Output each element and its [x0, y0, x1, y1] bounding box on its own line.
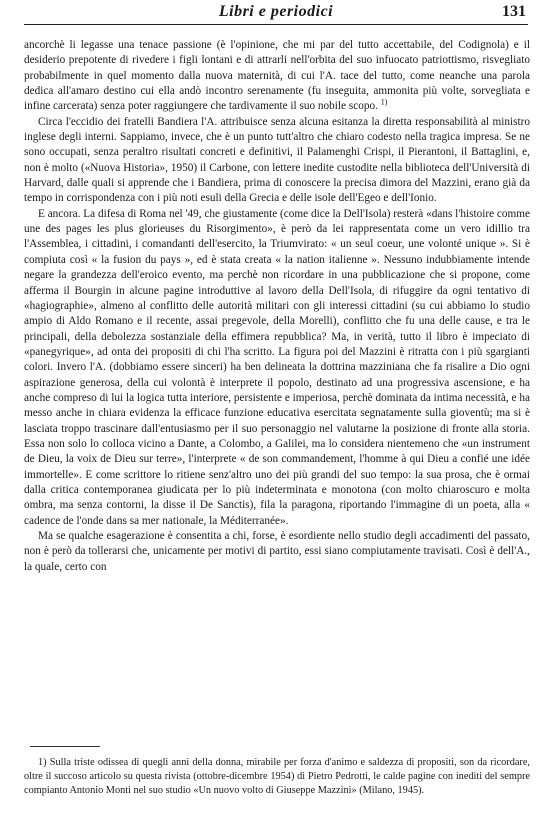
footnote-separator — [30, 746, 100, 747]
paragraph-2: Circa l'eccidio dei fratelli Bandiera l'A. attribuisce senza alcuna esitanza la diretta responsabilità al ministro inglese degli interni. Sappiamo, invece, che è un punto tutt'altro che chiaro codesto nella tragica impresa. Se ne sono occupati, senza peraltro risultati concreti e definitivi, il Palamenghi Crispi, il Pierantoni, il Battaglini, e, non è molto («Nuova Historia», 1950) il Carbone, con lettere inedite custodite nella biblioteca dell'Università di Harvard, dalle quali si apprende che i Bandiera, prima di conoscere la precisa dimora del Mazzini, erano già da tempo in corrispondenza con i più noti esuli della Grecia e delle isole dell'Egeo e dell'Ionio. — [24, 115, 530, 205]
paragraph-1 — [24, 38, 530, 115]
paragraph-1-text: ancorchè li legasse una tenace passione (è l'opinione, che mi par del tutto accettabile, del Codignola) e il desiderio prepotente di rivedere i figli lontani e di attrarli nell'orbita del suo infuocato patriottismo, risvegliato probabilmente in quel momento dalla nuova maternità, di cui l'A. tace del tutto, come neanche una parola dedica all'amaro destino cui ella andò incontro serenamente (fu inseguita, ammonita più volte, sorvegliata e infine carcerata) senza poter raggiungere che tardivamente il suo nobile scopo. — [24, 39, 530, 113]
paragraph-3: E ancora. La difesa di Roma nel '49, che giustamente (come dice la Dell'Isola) resterà «dans l'histoire comme une des pages les plus glorieuses du Risorgimento», è però da lei rappresentata come un vero idillio tra l'Assemblea, i cittadini, i comandanti dell'esercito, la Triumvirato: « un seul coeur, une volonté unique ». Si è compiuta così « la fusion du pays », ed è stata creata « la nation italienne ». Nessuno indubbiamente intende negare la grandezza dell'eroico evento, ma perchè non ricordare in una pubblicazione che si propone, come afferma il Bourgin in alcune pagine introduttive al lavoro della Dell'Isola, di rifuggire da ogni tentativo di «hagiographie», almeno al conflitto delle autorità militari con gli interessi cittadini (su cui abbiamo lo studio ampio di Aldo Romano e il recente, assai pregevole, della Morelli), conflitto che fu una delle cause, e tra le principali, della debolezza sostanziale della effimera repubblica? Ma, in verità, tutto il libro è impeciato di «panegyrique», ad onta dei propositi di chi l'ha scritto. La figura poi del Mazzini è ritratta con i più sgargianti colori. Invero l'A. (dobbiamo essere sinceri) ha ben delineata la dottrina mazziniana che fa risalire a Dio ogni aspirazione generosa, della cui volontà è interprete il popolo, destinato ad una progressiva ascensione, e ha anche compreso di lui la logica tutta interiore, persistente e imperiosa, perchè dominata da intima necessità, e ha messo anche in chiara evidenza la efficace funzione educativa esercitata segnatamente sulla gioventù; ma si è lasciata troppo trascinare dall'entusiasmo per il suo personaggio nel valutarne la posizione di fronte alla storia. Essa non solo lo colloca vicino a Dante, a Colombo, a Galilei, ma lo considera nientemeno che «un instrument de Dieu, la voix de Dieu sur terre», l'interprete « de son commandement, l'homme à qui Dieu a confié une idée immortelle». E come scrittore lo ritiene senz'altro uno dei più grandi del suo tempo: la sua prosa, che è ormai dalla critica contemporanea giudicata per lo più indeterminata e monotona (con molto chiaroscuro e molta ombra, ma senza contorni, la disse il De Sanctis), fila la paragona, riportando l'immagine di un poeta, alla « cadence de l'onde dans sa mer nationale, la Méditerranée». — [24, 207, 530, 527]
page-header — [24, 2, 528, 25]
footnote — [24, 756, 530, 799]
footnote-reference: 1) — [380, 97, 388, 107]
paragraph-4: Ma se qualche esagerazione è consentita a chi, forse, è esordiente nello studio degli accadimenti del passato, non è però da tollerarsi che, unicamente per motivi di partito, essi siano compiutamente travisati. Così è dell'A., la quale, certo con — [24, 530, 530, 573]
footnote-paragraph — [24, 756, 530, 799]
article-body — [24, 38, 530, 575]
footnote-marker: 1) — [38, 757, 47, 768]
page-number: 131 — [502, 3, 526, 20]
running-title: Libri e periodici — [218, 3, 334, 20]
footnote-text: Sulla triste odissea di quegli anni della donna, mirabile per forza d'animo e saldezza di propositi, son da ricordare, oltre il succoso articolo su questa rivista (ottobre-dicembre 1954) di Pietro Pedrotti, le calde pagine con inediti del sempre compianto Antonio Monti nel suo studio «Un nuovo volto di Giuseppe Mazzini» (Milano, 1945). — [24, 757, 531, 797]
